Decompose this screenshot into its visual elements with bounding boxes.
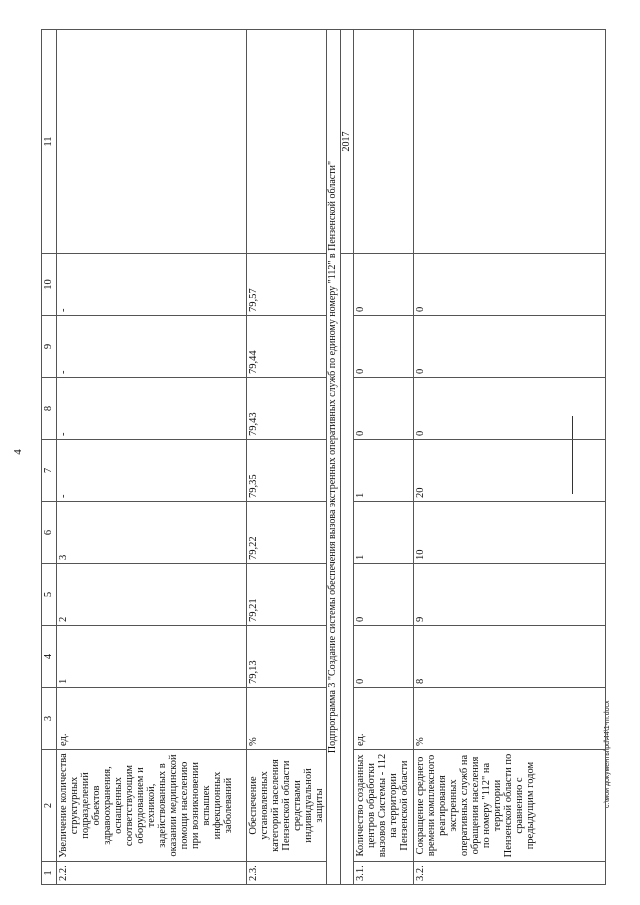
table-row xyxy=(57,30,247,885)
col-header-9: 9 xyxy=(42,316,57,378)
row-value: 2 xyxy=(57,564,247,626)
col-header-11: 11 xyxy=(42,30,57,254)
row-value: 0 xyxy=(354,316,414,378)
row-value: 79,21 xyxy=(247,564,327,626)
row-name: Увеличение количества структурных подразделений объектов здравоохранения, оснащенных соответствующим оборудованием и техникой, задействованных в оказании медицинской помощи населению при возникновении вспышек инфекционных заболеваний xyxy=(57,750,247,862)
row-value: 1 xyxy=(354,440,414,502)
row-value: 0 xyxy=(354,626,414,688)
row-value: - xyxy=(57,440,247,502)
subprogram-row xyxy=(327,30,341,885)
row-number: 3.2. xyxy=(414,862,606,885)
row-value: - xyxy=(57,316,247,378)
table-row xyxy=(414,30,606,885)
col-header-3: 3 xyxy=(42,688,57,750)
row-name: Обеспечение установленных категорий населения Пензенской области средствами индивидуальной защиты xyxy=(247,750,327,862)
row-value: 9 xyxy=(414,564,606,626)
row-number: 3.1. xyxy=(354,862,414,885)
table-row xyxy=(247,30,327,885)
row-unit: % xyxy=(247,688,327,750)
row-value xyxy=(57,30,247,254)
row-name: Сокращение среднего времени комплексного реагирования экстренных оперативных служб на обращения населения по номеру "112" на территории Пензенской области по сравнению с предыдущим годом xyxy=(414,750,606,862)
row-value: 79,35 xyxy=(247,440,327,502)
indicators-table xyxy=(41,29,606,885)
table-row xyxy=(354,30,414,885)
col-header-8: 8 xyxy=(42,378,57,440)
col-header-1: 1 xyxy=(42,862,57,885)
row-value: 79,44 xyxy=(247,316,327,378)
row-value: 0 xyxy=(354,564,414,626)
row-unit: ед. xyxy=(57,688,247,750)
row-name: Количество созданных центров обработки вызовов Системы - 112 на территории Пензенской области xyxy=(354,750,414,862)
row-value xyxy=(354,30,414,254)
col-header-2: 2 xyxy=(42,750,57,862)
row-value: - xyxy=(57,254,247,316)
subprogram-title: Подпрограмма 3 "Создание системы обеспечения вызова экстренных оперативных служб по единому номеру "112" в Пензенской области" xyxy=(327,30,341,885)
row-value: 10 xyxy=(414,502,606,564)
page-number: 4 xyxy=(12,449,24,455)
footer-file-path: c:\мои документы\pd\44\1-m.docx xyxy=(604,700,611,808)
column-number-row xyxy=(42,30,57,885)
row-value: 8 xyxy=(414,626,606,688)
row-value: 0 xyxy=(354,378,414,440)
row-number: 2.3. xyxy=(247,862,327,885)
row-value: 0 xyxy=(354,254,414,316)
row-value: - xyxy=(57,378,247,440)
row-value: 79,43 xyxy=(247,378,327,440)
year-spacer xyxy=(340,254,354,885)
row-unit: % xyxy=(414,688,606,750)
col-header-4: 4 xyxy=(42,626,57,688)
row-value xyxy=(414,30,606,254)
row-value: 1 xyxy=(354,502,414,564)
col-header-6: 6 xyxy=(42,502,57,564)
row-value: 79,13 xyxy=(247,626,327,688)
col-header-5: 5 xyxy=(42,564,57,626)
row-value: 20 xyxy=(414,440,606,502)
row-value: 0 xyxy=(414,378,606,440)
row-value: 0 xyxy=(414,316,606,378)
col-header-7: 7 xyxy=(42,440,57,502)
row-value: 3 xyxy=(57,502,247,564)
row-value: 0 xyxy=(414,254,606,316)
row-value: 1 xyxy=(57,626,247,688)
col-header-10: 10 xyxy=(42,254,57,316)
row-value: 79,22 xyxy=(247,502,327,564)
rotated-table-container xyxy=(41,30,606,885)
row-number: 2.2. xyxy=(57,862,247,885)
row-value: 79,57 xyxy=(247,254,327,316)
year-cell: 2017 xyxy=(340,30,354,254)
row-value xyxy=(247,30,327,254)
year-row xyxy=(340,30,354,885)
row-unit: ед. xyxy=(354,688,414,750)
